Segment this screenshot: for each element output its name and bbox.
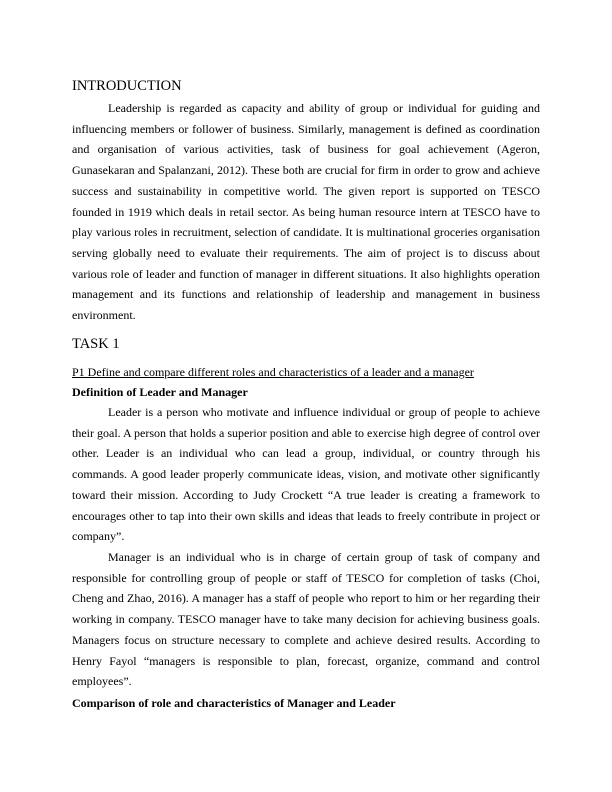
task1-heading: TASK 1 [72,336,120,352]
leader-paragraph: Leader is a person who motivate and influence individual or group of people to achieve their goal. A person that holds a superior position and able to exercise high degree of control over other. Leader is an individual who can lead a group, individual, or country through his commands. A good leader properly communicate ideas, vision, and motivate other significantly toward their mission. According to Judy Crockett “A true leader is creating a framework to encourages other to tap into their own skills and ideas that leads to freely contribute in project or company”. [72,405,540,544]
manager-paragraph: Manager is an individual who is in charge of certain group of task of company and responsible for controlling group of people or staff of TESCO for completion of tasks (Choi, Cheng and Zhao, 2016). A manager has a staff of people who report to him or her regarding their working in company. TESCO manager have to take many decision for achieving business goals. Managers focus on structure necessary to complete and achieve desired results. According to Henry Fayol “managers is responsible to plan, forecast, organize, command and control employees”. [72,550,540,689]
introduction-paragraph: Leadership is regarded as capacity and ability of group or individual for guiding and influencing members or follower of business. Similarly, management is defined as coordination and organisation of various activities, task of business for goal achievement (Ageron, Gunasekaran and Spalanzani, 2012). These both are crucial for firm in order to grow and achieve success and sustainability in competitive world. The given report is supported on TESCO founded in 1919 which deals in retail sector. As being human resource intern at TESCO have to play various roles in recruitment, selection of candidate. It is multinational groceries organisation serving globally need to evaluate their requirements. The aim of project is to discuss about various role of leader and function of manager in different situations. It also highlights operation management and its functions and relationship of leadership and management in business environment. [72,101,540,323]
introduction-heading: INTRODUCTION [72,78,182,94]
comparison-heading: Comparison of role and characteristics of Manager and Leader [72,696,396,710]
definition-heading: Definition of Leader and Manager [72,385,248,399]
p1-subheading: P1 Define and compare different roles and characteristics of a leader and a manager [72,365,474,379]
